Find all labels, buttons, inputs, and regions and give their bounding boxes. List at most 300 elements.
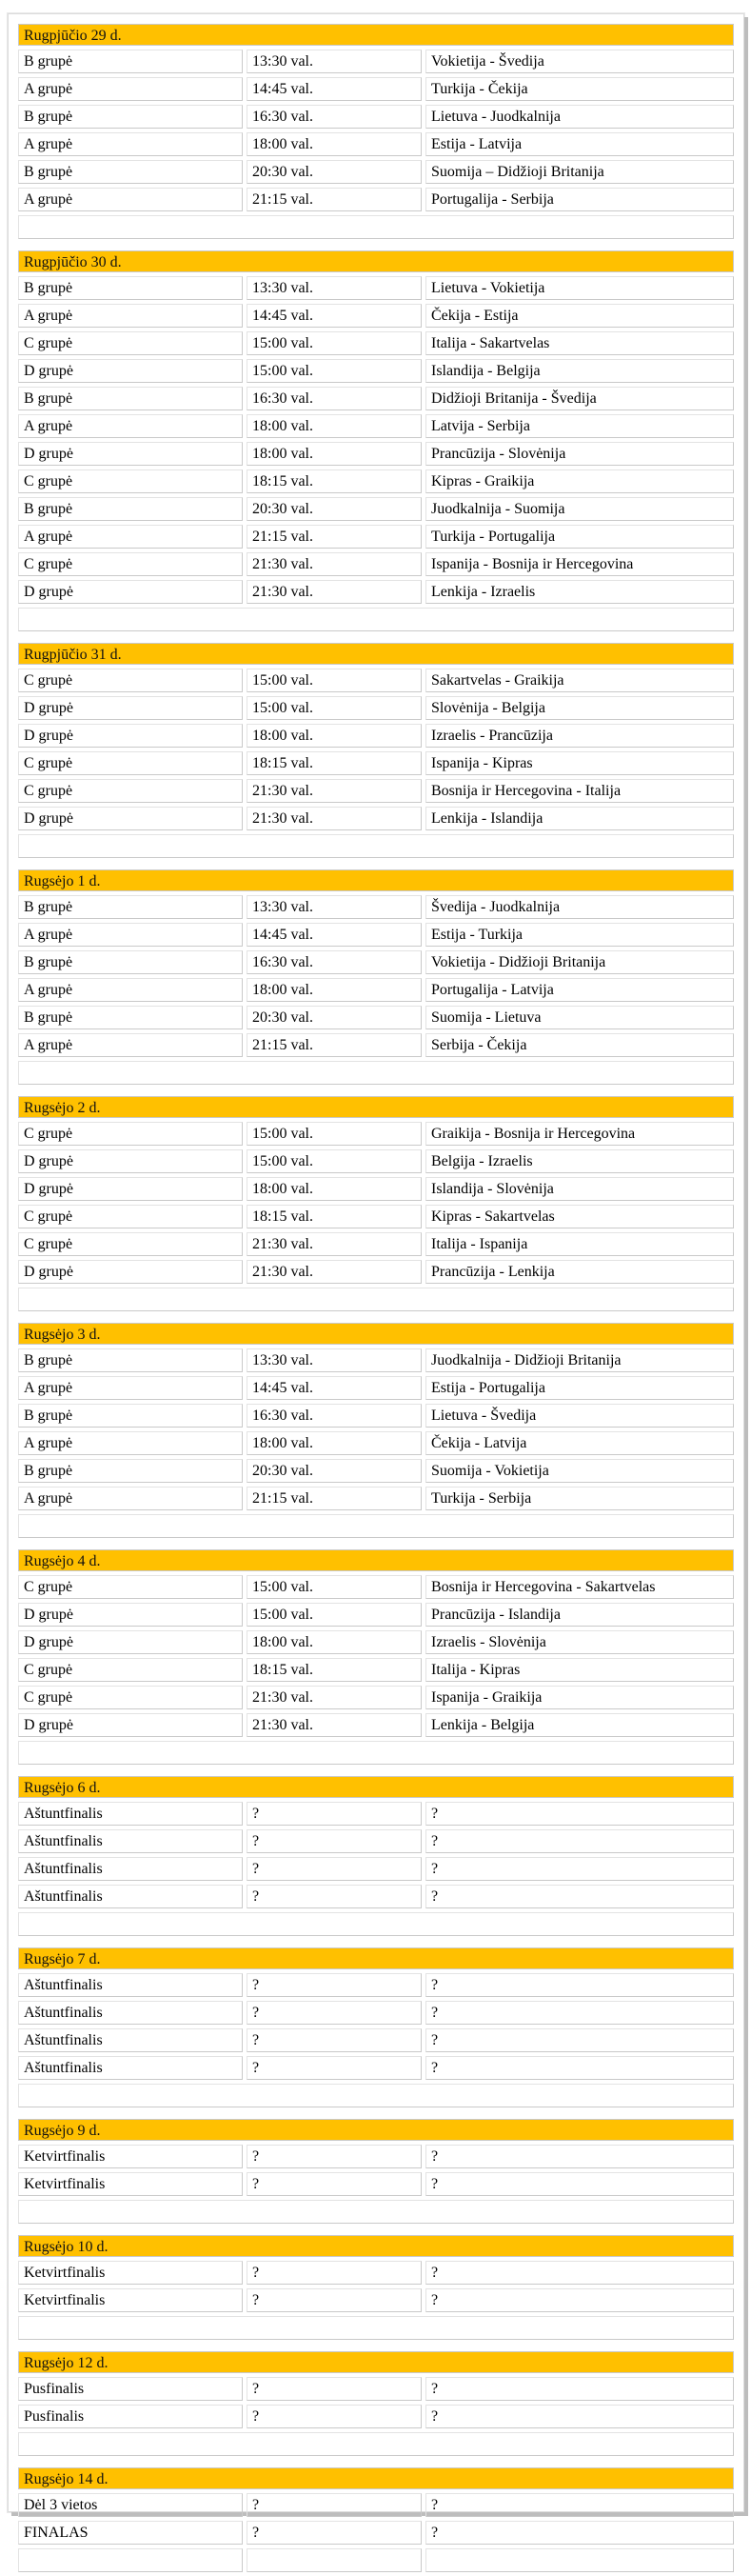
day-section <box>18 1776 734 1947</box>
match-row <box>18 1973 734 1997</box>
group-cell: D grupė <box>18 696 243 720</box>
empty-row <box>18 2084 734 2107</box>
match-row <box>18 669 734 692</box>
group-cell: D grupė <box>18 1713 243 1737</box>
time-cell: ? <box>247 2405 422 2428</box>
match-cell: ? <box>425 2405 734 2428</box>
time-cell: 16:30 val. <box>247 105 422 129</box>
match-row <box>18 276 734 300</box>
group-cell: Aštuntfinalis <box>18 1857 243 1881</box>
group-cell: C grupė <box>18 331 243 355</box>
match-row <box>18 2145 734 2168</box>
match-row <box>18 304 734 328</box>
group-cell: B grupė <box>18 1459 243 1483</box>
match-cell: ? <box>425 2261 734 2285</box>
time-cell: 18:00 val. <box>247 414 422 438</box>
day-section <box>18 1549 734 1776</box>
time-cell: ? <box>247 2493 422 2517</box>
time-cell: ? <box>247 1885 422 1908</box>
group-cell: B grupė <box>18 276 243 300</box>
match-row <box>18 696 734 720</box>
match-cell: Serbija - Čekija <box>425 1033 734 1057</box>
match-cell: Lenkija - Izraelis <box>425 580 734 604</box>
group-cell: C grupė <box>18 1686 243 1709</box>
match-row <box>18 1713 734 1737</box>
time-cell: 18:15 val. <box>247 1658 422 1682</box>
group-cell: A grupė <box>18 978 243 1002</box>
time-cell: 18:00 val. <box>247 1431 422 1455</box>
match-row <box>18 923 734 947</box>
day-section <box>18 643 734 869</box>
section-spacer <box>18 1768 734 1776</box>
time-cell: 18:00 val. <box>247 442 422 466</box>
match-row <box>18 1232 734 1256</box>
match-cell: Estija - Portugalija <box>425 1376 734 1400</box>
match-cell: Vokietija - Didžioji Britanija <box>425 950 734 974</box>
match-cell: Suomija - Lietuva <box>425 1006 734 1029</box>
time-cell: ? <box>247 2056 422 2080</box>
group-cell: D grupė <box>18 1260 243 1284</box>
section-spacer <box>18 862 734 869</box>
empty-cell <box>247 2548 422 2572</box>
match-row <box>18 188 734 211</box>
match-cell: Juodkalnija - Suomija <box>425 497 734 521</box>
match-cell: ? <box>425 1885 734 1908</box>
empty-row <box>18 215 734 239</box>
time-cell: 14:45 val. <box>247 77 422 101</box>
time-cell: 21:15 val. <box>247 525 422 549</box>
match-cell: Lietuva - Vokietija <box>425 276 734 300</box>
empty-row <box>18 2432 734 2456</box>
match-row <box>18 978 734 1002</box>
schedule-frame <box>8 13 744 2541</box>
match-cell: Sakartvelas - Graikija <box>425 669 734 692</box>
empty-cell <box>18 2548 243 2572</box>
group-cell: A grupė <box>18 188 243 211</box>
group-cell: Ketvirtfinalis <box>18 2261 243 2285</box>
match-row <box>18 1122 734 1146</box>
group-cell: C grupė <box>18 1205 243 1228</box>
match-row <box>18 2028 734 2052</box>
section-spacer <box>18 635 734 643</box>
group-cell: C grupė <box>18 779 243 803</box>
match-cell: Lenkija - Islandija <box>425 807 734 830</box>
time-cell: 20:30 val. <box>247 1006 422 1029</box>
match-row <box>18 442 734 466</box>
group-cell: Aštuntfinalis <box>18 2028 243 2052</box>
match-cell: Juodkalnija - Didžioji Britanija <box>425 1348 734 1372</box>
match-cell: Estija - Latvija <box>425 132 734 156</box>
day-section <box>18 869 734 1096</box>
match-cell: Lietuva - Švedija <box>425 1404 734 1428</box>
match-cell: ? <box>425 2493 734 2517</box>
group-cell: Dėl 3 vietos <box>18 2493 243 2517</box>
time-cell: 21:30 val. <box>247 807 422 830</box>
section-spacer <box>18 2227 734 2235</box>
match-row <box>18 724 734 748</box>
group-cell: A grupė <box>18 1376 243 1400</box>
time-cell: 13:30 val. <box>247 895 422 919</box>
group-cell: B grupė <box>18 387 243 410</box>
group-cell: Ketvirtfinalis <box>18 2145 243 2168</box>
match-row <box>18 1630 734 1654</box>
group-cell: C grupė <box>18 669 243 692</box>
group-cell: B grupė <box>18 1404 243 1428</box>
group-cell: Ketvirtfinalis <box>18 2288 243 2312</box>
time-cell: ? <box>247 1829 422 1853</box>
group-cell: B grupė <box>18 497 243 521</box>
match-cell: Italija - Ispanija <box>425 1232 734 1256</box>
match-row <box>18 1260 734 1284</box>
match-row <box>18 1459 734 1483</box>
group-cell: D grupė <box>18 1603 243 1627</box>
time-cell: ? <box>247 2172 422 2196</box>
group-cell: C grupė <box>18 1575 243 1599</box>
match-row <box>18 2001 734 2025</box>
match-cell: Kipras - Graikija <box>425 469 734 493</box>
match-row <box>18 1829 734 1853</box>
match-cell: Didžioji Britanija - Švedija <box>425 387 734 410</box>
match-cell: Slovėnija - Belgija <box>425 696 734 720</box>
time-cell: 21:30 val. <box>247 1260 422 1284</box>
match-cell: Čekija - Estija <box>425 304 734 328</box>
time-cell: 21:30 val. <box>247 779 422 803</box>
day-header: Rugsėjo 6 d. <box>18 1776 734 1798</box>
match-cell: ? <box>425 2001 734 2025</box>
match-row <box>18 469 734 493</box>
time-cell: 20:30 val. <box>247 497 422 521</box>
match-cell: Ispanija - Kipras <box>425 751 734 775</box>
match-row <box>18 779 734 803</box>
match-cell: Suomija - Vokietija <box>425 1459 734 1483</box>
group-cell: D grupė <box>18 807 243 830</box>
match-row <box>18 1376 734 1400</box>
match-cell: Lietuva - Juodkalnija <box>425 105 734 129</box>
match-cell: Islandija - Belgija <box>425 359 734 383</box>
time-cell: ? <box>247 2521 422 2545</box>
section-spacer <box>18 1940 734 1947</box>
match-row <box>18 1885 734 1908</box>
match-row <box>18 2377 734 2401</box>
match-row <box>18 895 734 919</box>
section-spacer <box>18 1088 734 1096</box>
match-row <box>18 387 734 410</box>
empty-row <box>18 834 734 858</box>
group-cell: Aštuntfinalis <box>18 1829 243 1853</box>
match-row <box>18 1487 734 1510</box>
time-cell: 18:00 val. <box>247 132 422 156</box>
match-cell: Suomija – Didžioji Britanija <box>425 160 734 184</box>
time-cell: 21:15 val. <box>247 1033 422 1057</box>
match-cell: Kipras - Sakartvelas <box>425 1205 734 1228</box>
time-cell: ? <box>247 2288 422 2312</box>
match-cell: Italija - Kipras <box>425 1658 734 1682</box>
day-section <box>18 1096 734 1323</box>
day-header: Rugsėjo 9 d. <box>18 2119 734 2141</box>
group-cell: Aštuntfinalis <box>18 1802 243 1826</box>
match-cell: Belgija - Izraelis <box>425 1149 734 1173</box>
match-row <box>18 950 734 974</box>
match-cell: Graikija - Bosnija ir Hercegovina <box>425 1122 734 1146</box>
match-row <box>18 1033 734 1057</box>
match-row <box>18 751 734 775</box>
group-cell: A grupė <box>18 304 243 328</box>
time-cell: ? <box>247 2001 422 2025</box>
group-cell: Ketvirtfinalis <box>18 2172 243 2196</box>
group-cell: D grupė <box>18 724 243 748</box>
match-cell: ? <box>425 1973 734 1997</box>
match-cell: ? <box>425 2172 734 2196</box>
group-cell: B grupė <box>18 1348 243 1372</box>
match-cell: Latvija - Serbija <box>425 414 734 438</box>
match-row <box>18 414 734 438</box>
day-header: Rugsėjo 10 d. <box>18 2235 734 2257</box>
empty-row <box>18 1514 734 1538</box>
match-row <box>18 807 734 830</box>
time-cell: 15:00 val. <box>247 1149 422 1173</box>
time-cell: 16:30 val. <box>247 1404 422 1428</box>
match-cell: ? <box>425 1829 734 1853</box>
time-cell: 21:30 val. <box>247 1232 422 1256</box>
time-cell: 21:15 val. <box>247 188 422 211</box>
group-cell: B grupė <box>18 50 243 73</box>
time-cell: 21:30 val. <box>247 552 422 576</box>
match-row <box>18 1404 734 1428</box>
match-cell: Ispanija - Bosnija ir Hercegovina <box>425 552 734 576</box>
empty-row <box>18 2316 734 2340</box>
day-header: Rugpjūčio 30 d. <box>18 250 734 272</box>
time-cell: 15:00 val. <box>247 1603 422 1627</box>
match-cell: Lenkija - Belgija <box>425 1713 734 1737</box>
match-cell: ? <box>425 2145 734 2168</box>
time-cell: 15:00 val. <box>247 331 422 355</box>
time-cell: 15:00 val. <box>247 669 422 692</box>
match-row <box>18 50 734 73</box>
empty-cell <box>425 2548 734 2572</box>
group-cell: B grupė <box>18 895 243 919</box>
match-cell: Ispanija - Graikija <box>425 1686 734 1709</box>
match-cell: ? <box>425 1802 734 1826</box>
empty-row <box>18 2548 734 2572</box>
group-cell: A grupė <box>18 1033 243 1057</box>
group-cell: Aštuntfinalis <box>18 2001 243 2025</box>
time-cell: 16:30 val. <box>247 387 422 410</box>
match-cell: Italija - Sakartvelas <box>425 331 734 355</box>
group-cell: Aštuntfinalis <box>18 1885 243 1908</box>
time-cell: 14:45 val. <box>247 923 422 947</box>
match-cell: Portugalija - Latvija <box>425 978 734 1002</box>
time-cell: 20:30 val. <box>247 1459 422 1483</box>
time-cell: 13:30 val. <box>247 276 422 300</box>
group-cell: A grupė <box>18 77 243 101</box>
time-cell: 15:00 val. <box>247 1575 422 1599</box>
match-row <box>18 552 734 576</box>
match-row <box>18 1431 734 1455</box>
match-row <box>18 2261 734 2285</box>
match-cell: Švedija - Juodkalnija <box>425 895 734 919</box>
section-spacer <box>18 1315 734 1323</box>
day-section <box>18 250 734 643</box>
match-cell: Turkija - Portugalija <box>425 525 734 549</box>
match-cell: Turkija - Čekija <box>425 77 734 101</box>
match-cell: ? <box>425 1857 734 1881</box>
day-header: Rugpjūčio 29 d. <box>18 24 734 46</box>
match-cell: Izraelis - Prancūzija <box>425 724 734 748</box>
match-row <box>18 2172 734 2196</box>
empty-row <box>18 1912 734 1936</box>
group-cell: A grupė <box>18 132 243 156</box>
match-row <box>18 1006 734 1029</box>
time-cell: ? <box>247 1973 422 1997</box>
group-cell: Aštuntfinalis <box>18 2056 243 2080</box>
time-cell: 15:00 val. <box>247 1122 422 1146</box>
group-cell: C grupė <box>18 469 243 493</box>
day-header: Rugsėjo 3 d. <box>18 1323 734 1345</box>
time-cell: 18:00 val. <box>247 1177 422 1201</box>
section-spacer <box>18 2460 734 2467</box>
group-cell: A grupė <box>18 1431 243 1455</box>
day-section <box>18 24 734 250</box>
match-cell: Portugalija - Serbija <box>425 188 734 211</box>
group-cell: D grupė <box>18 442 243 466</box>
group-cell: B grupė <box>18 1006 243 1029</box>
group-cell: A grupė <box>18 923 243 947</box>
group-cell: A grupė <box>18 525 243 549</box>
time-cell: 20:30 val. <box>247 160 422 184</box>
empty-row <box>18 1288 734 1311</box>
day-section <box>18 2235 734 2351</box>
match-row <box>18 105 734 129</box>
match-row <box>18 1658 734 1682</box>
match-cell: Vokietija - Švedija <box>425 50 734 73</box>
time-cell: 18:00 val. <box>247 1630 422 1654</box>
day-header: Rugsėjo 14 d. <box>18 2467 734 2489</box>
group-cell: D grupė <box>18 359 243 383</box>
match-row <box>18 1686 734 1709</box>
group-cell: Pusfinalis <box>18 2405 243 2428</box>
match-row <box>18 77 734 101</box>
day-header: Rugsėjo 2 d. <box>18 1096 734 1118</box>
match-cell: Prancūzija - Islandija <box>425 1603 734 1627</box>
match-row <box>18 2493 734 2517</box>
time-cell: 14:45 val. <box>247 304 422 328</box>
group-cell: A grupė <box>18 1487 243 1510</box>
group-cell: C grupė <box>18 1232 243 1256</box>
empty-row <box>18 1061 734 1085</box>
match-row <box>18 1177 734 1201</box>
time-cell: ? <box>247 2028 422 2052</box>
time-cell: 18:00 val. <box>247 724 422 748</box>
match-cell: Islandija - Slovėnija <box>425 1177 734 1201</box>
group-cell: D grupė <box>18 580 243 604</box>
match-cell: Izraelis - Slovėnija <box>425 1630 734 1654</box>
match-row <box>18 2288 734 2312</box>
group-cell: C grupė <box>18 751 243 775</box>
time-cell: 21:15 val. <box>247 1487 422 1510</box>
match-row <box>18 1348 734 1372</box>
time-cell: 13:30 val. <box>247 50 422 73</box>
day-header: Rugsėjo 7 d. <box>18 1947 734 1969</box>
time-cell: 14:45 val. <box>247 1376 422 1400</box>
match-row <box>18 497 734 521</box>
schedule-table <box>18 24 734 2576</box>
time-cell: ? <box>247 2377 422 2401</box>
match-row <box>18 2405 734 2428</box>
time-cell: ? <box>247 1857 422 1881</box>
group-cell: Aštuntfinalis <box>18 1973 243 1997</box>
group-cell: C grupė <box>18 1658 243 1682</box>
match-cell: ? <box>425 2521 734 2545</box>
time-cell: 21:30 val. <box>247 580 422 604</box>
day-section <box>18 2119 734 2235</box>
day-header: Rugsėjo 1 d. <box>18 869 734 891</box>
group-cell: A grupė <box>18 414 243 438</box>
day-section <box>18 2351 734 2467</box>
section-spacer <box>18 2111 734 2119</box>
empty-row <box>18 1741 734 1765</box>
section-spacer <box>18 243 734 250</box>
group-cell: D grupė <box>18 1630 243 1654</box>
match-cell: Bosnija ir Hercegovina - Italija <box>425 779 734 803</box>
time-cell: ? <box>247 2145 422 2168</box>
match-cell: Prancūzija - Slovėnija <box>425 442 734 466</box>
match-row <box>18 359 734 383</box>
match-row <box>18 331 734 355</box>
match-cell: Turkija - Serbija <box>425 1487 734 1510</box>
match-row <box>18 1149 734 1173</box>
match-row <box>18 580 734 604</box>
empty-row <box>18 2200 734 2224</box>
group-cell: D grupė <box>18 1149 243 1173</box>
time-cell: 15:00 val. <box>247 359 422 383</box>
match-cell: Estija - Turkija <box>425 923 734 947</box>
day-section <box>18 2467 734 2572</box>
time-cell: 21:30 val. <box>247 1686 422 1709</box>
group-cell: C grupė <box>18 1122 243 1146</box>
group-cell: B grupė <box>18 950 243 974</box>
day-header: Rugsėjo 12 d. <box>18 2351 734 2373</box>
match-cell: Čekija - Latvija <box>425 1431 734 1455</box>
time-cell: 18:15 val. <box>247 1205 422 1228</box>
match-row <box>18 1575 734 1599</box>
time-cell: 15:00 val. <box>247 696 422 720</box>
match-cell: ? <box>425 2056 734 2080</box>
section-spacer <box>18 2344 734 2351</box>
match-row <box>18 132 734 156</box>
group-cell: B grupė <box>18 105 243 129</box>
match-row <box>18 1205 734 1228</box>
match-cell: ? <box>425 2288 734 2312</box>
match-row <box>18 2056 734 2080</box>
match-row <box>18 160 734 184</box>
time-cell: 21:30 val. <box>247 1713 422 1737</box>
empty-row <box>18 608 734 631</box>
time-cell: 13:30 val. <box>247 1348 422 1372</box>
group-cell: Pusfinalis <box>18 2377 243 2401</box>
day-header: Rugsėjo 4 d. <box>18 1549 734 1571</box>
match-cell: ? <box>425 2028 734 2052</box>
match-row <box>18 1857 734 1881</box>
day-header: Rugpjūčio 31 d. <box>18 643 734 665</box>
match-row <box>18 525 734 549</box>
time-cell: 18:15 val. <box>247 469 422 493</box>
time-cell: ? <box>247 1802 422 1826</box>
group-cell: FINALAS <box>18 2521 243 2545</box>
match-row <box>18 1802 734 1826</box>
day-section <box>18 1947 734 2119</box>
match-cell: Prancūzija - Lenkija <box>425 1260 734 1284</box>
time-cell: 18:00 val. <box>247 978 422 1002</box>
